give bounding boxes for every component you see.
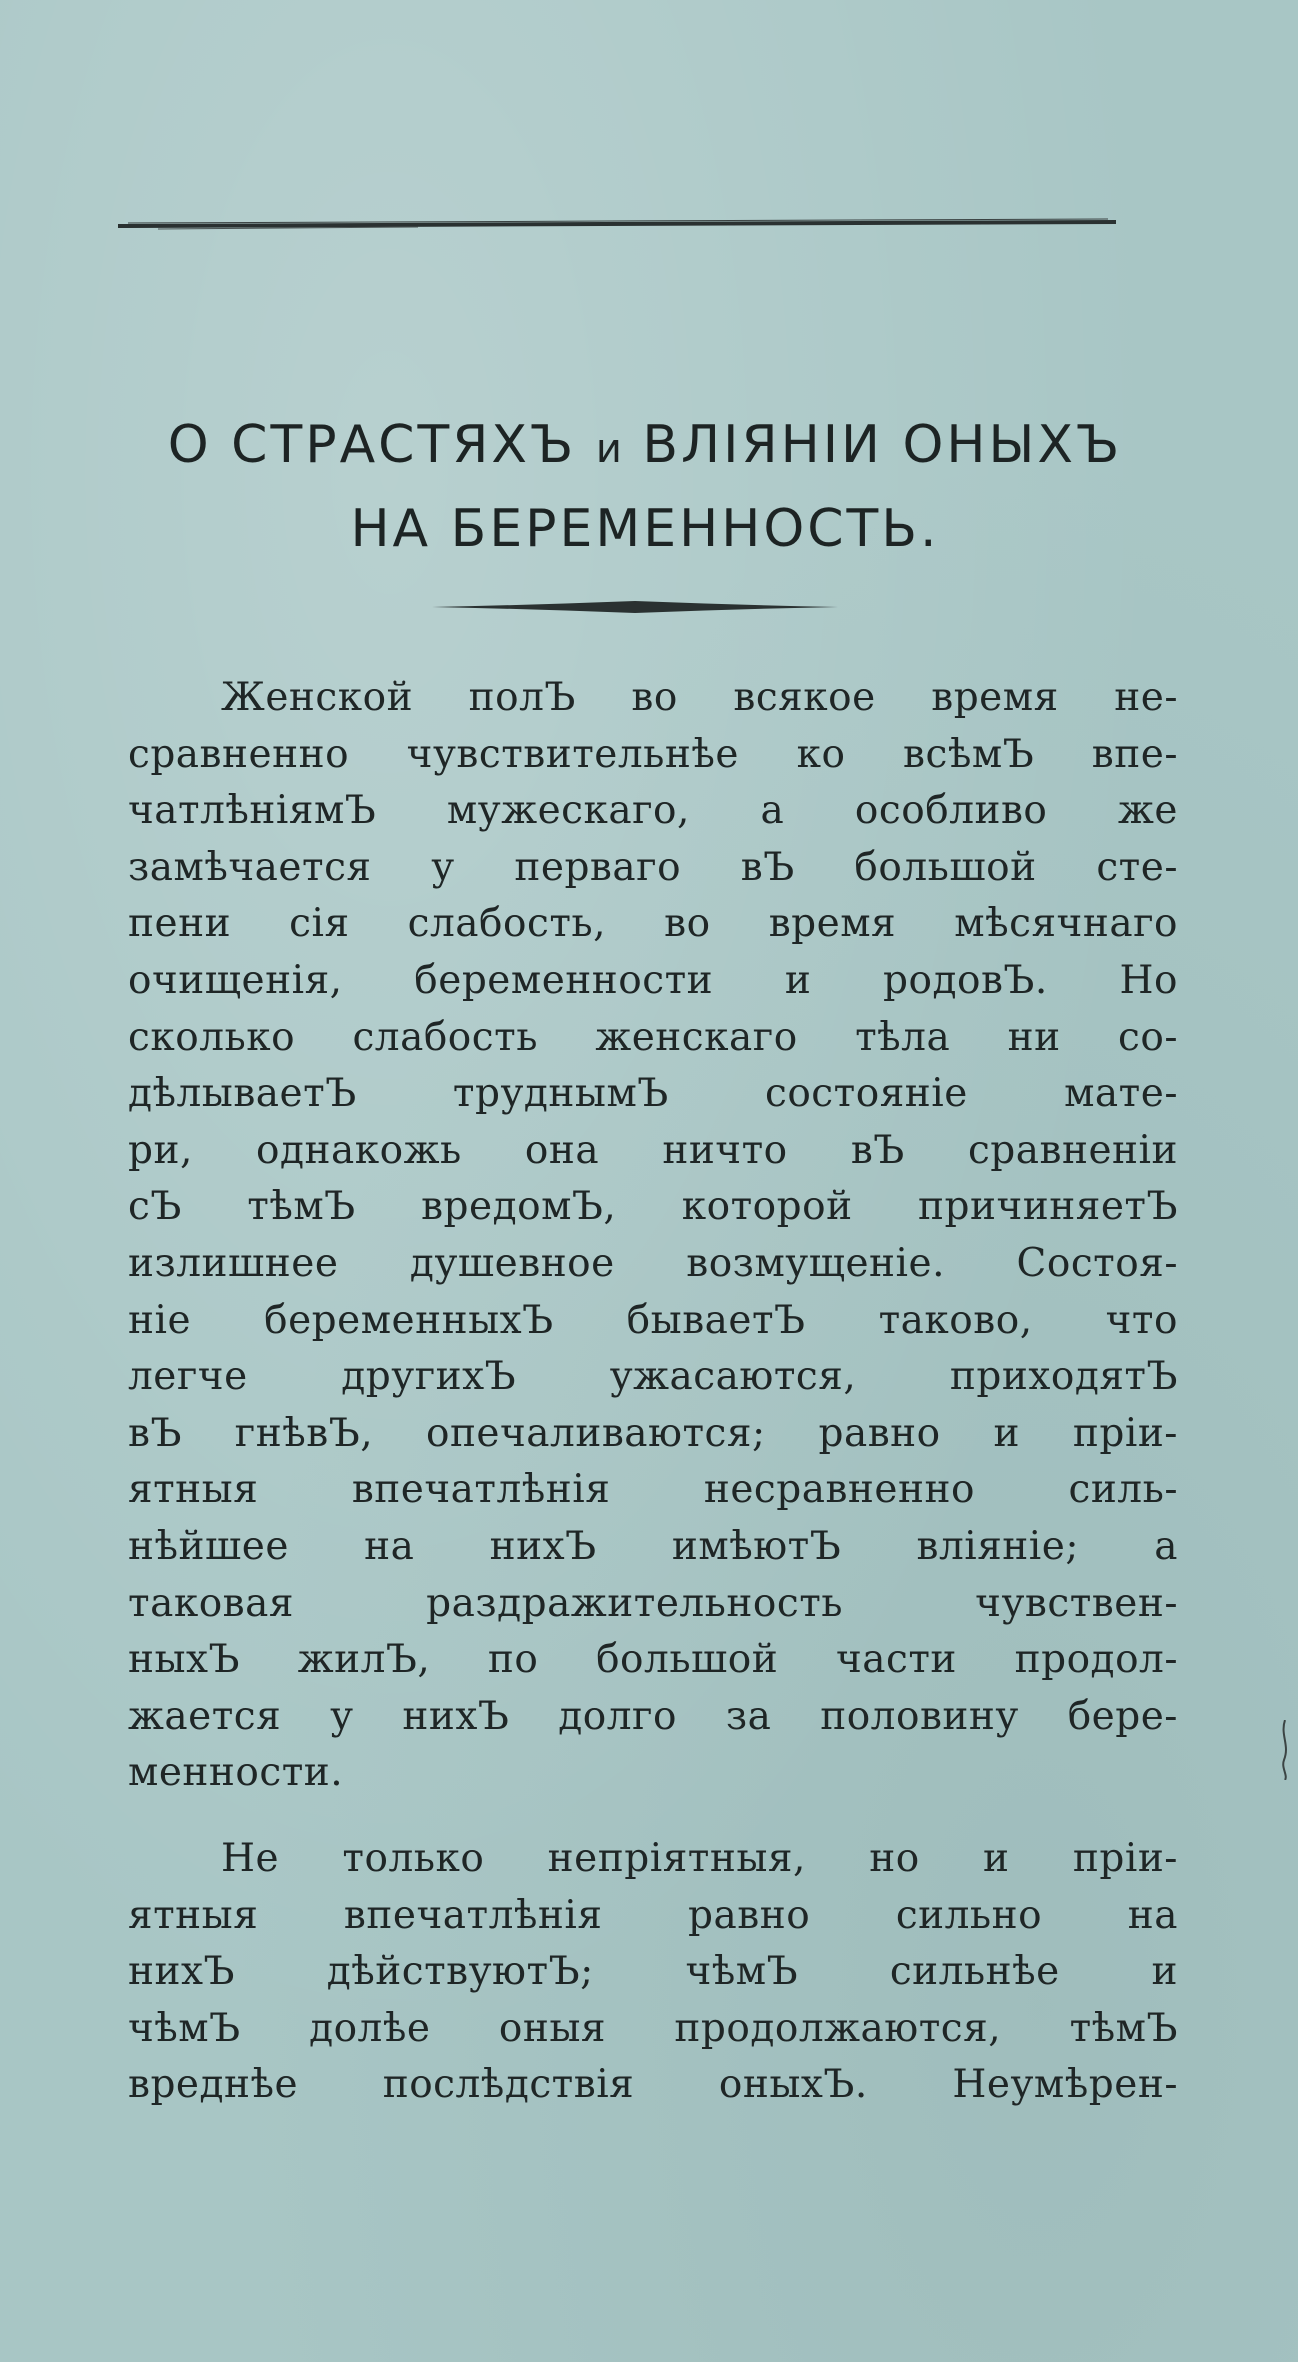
paragraph-2 (128, 1831, 1178, 2114)
text-line: ятныя впечатлѣнія равно сильно на (128, 1892, 1178, 1938)
text-line: Не только непріятныя, но и пріи- (221, 1836, 1178, 1881)
title-ornament-rule (432, 599, 838, 615)
text-line: дѣлываетЪ труднымЪ состояніе мате- (128, 1071, 1178, 1117)
text-line: менности. (128, 1750, 344, 1796)
text-line: жается у нихЪ долго за половину бере- (128, 1693, 1178, 1739)
title-part-b: ВЛІЯНІИ ОНЫХЪ (642, 415, 1123, 475)
chapter-title (100, 405, 1190, 569)
text-line: легче другихЪ ужасаются, приходятЪ (128, 1354, 1178, 1400)
text-line: ри, однакожь она ничто вЪ сравненіи (128, 1127, 1178, 1173)
text-line: сколько слабость женскаго тѣла ни со- (128, 1014, 1178, 1060)
text-line: ныхЪ жилЪ, по большой части продол- (128, 1637, 1178, 1683)
paragraph-1 (128, 670, 1178, 1802)
text-line: нихЪ дѣйствуютЪ; чѣмЪ сильнѣе и (128, 1949, 1178, 1995)
text-line: таковая раздражительность чувствен- (128, 1580, 1178, 1626)
title-line-2: НА БЕРЕМЕННОСТЬ. (350, 499, 940, 559)
title-conjunction: и (595, 426, 623, 472)
text-line: ніе беременныхЪ бываетЪ таково, что (128, 1297, 1178, 1343)
text-line: излишнее душевное возмущеніе. Состоя- (128, 1240, 1178, 1286)
text-line: чатлѣніямЪ мужескаго, а особливо же (128, 788, 1178, 834)
text-line: сравненно чувствительнѣе ко всѣмЪ впе- (128, 731, 1178, 777)
top-decorative-rule (118, 214, 1116, 232)
text-line: замѣчается у перваго вЪ большой сте- (128, 844, 1178, 890)
text-line: вреднѣе послѣдствія оныхЪ. Неумѣрен- (128, 2062, 1178, 2108)
title-part-a: О СТРАСТЯХЪ (167, 415, 577, 475)
text-line: нѣйшее на нихЪ имѣютЪ вліяніе; а (128, 1523, 1178, 1569)
text-line: очищенія, беременности и родовЪ. Но (128, 957, 1178, 1003)
text-line: Женской полЪ во всякое время не- (221, 675, 1178, 720)
text-line: сЪ тѣмЪ вредомЪ, которой причиняетЪ (128, 1184, 1178, 1230)
title-line-1 (100, 405, 1190, 489)
text-line: вЪ гнѣвЪ, опечаливаются; равно и пріи- (128, 1410, 1178, 1456)
text-line: ятныя впечатлѣнія несравненно силь- (128, 1467, 1178, 1513)
page-edge-mark (1278, 1720, 1292, 1780)
text-line: пени сія слабость, во время мѣсячнаго (128, 901, 1178, 947)
text-line: чѣмЪ долѣе оныя продолжаются, тѣмЪ (128, 2005, 1178, 2051)
